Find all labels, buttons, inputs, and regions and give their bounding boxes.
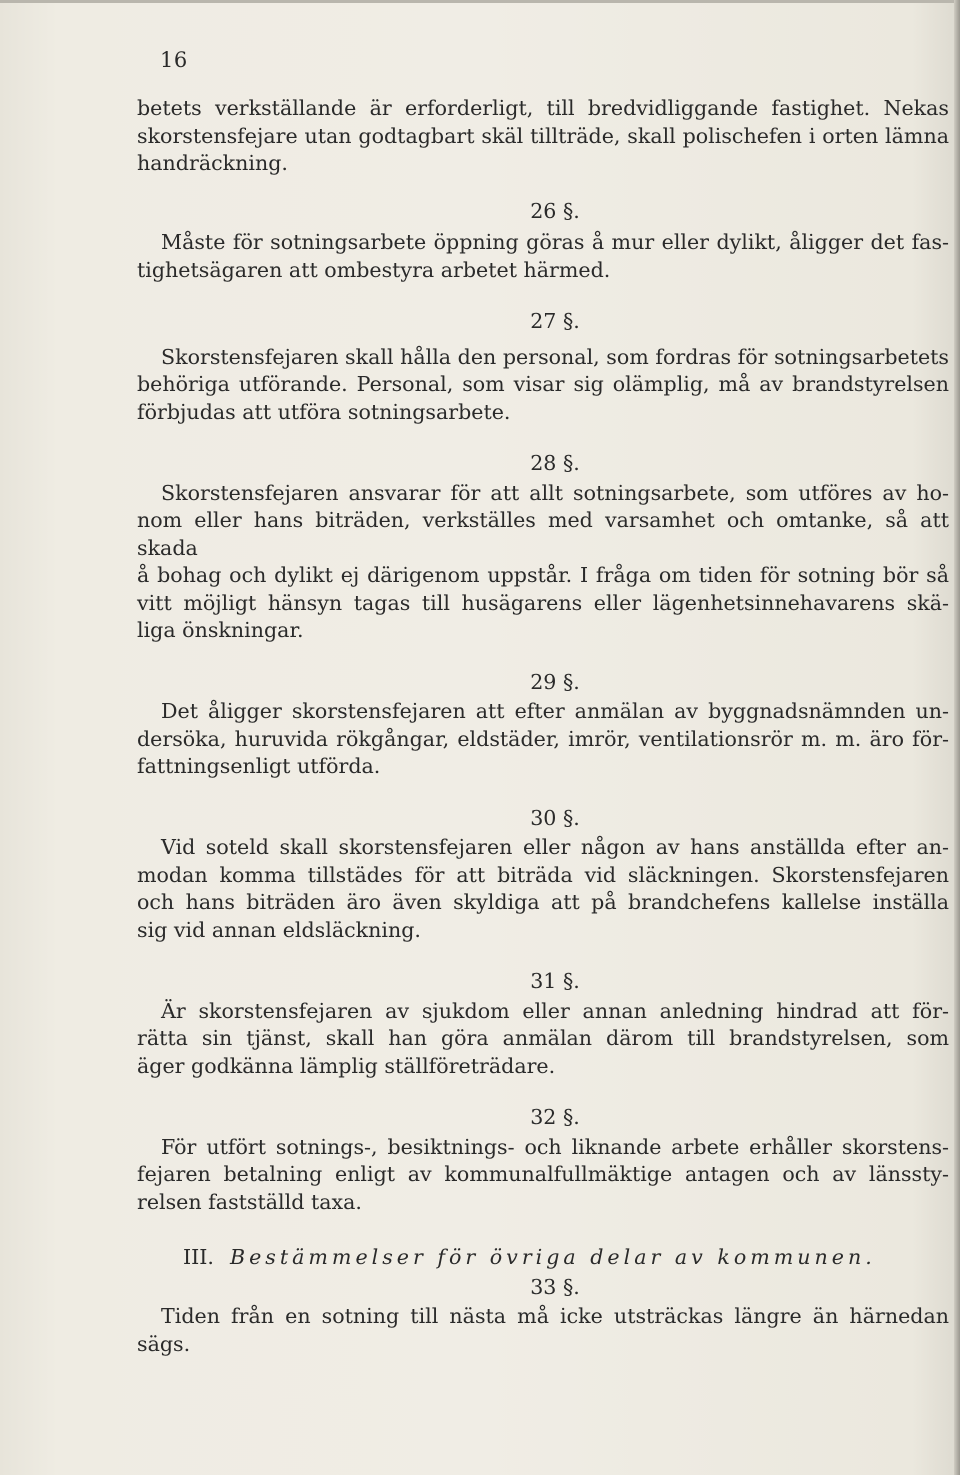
paragraph-line: För utfört sotnings-, besiktnings- och liknande arbete erhåller skorstens- <box>161 1134 949 1159</box>
section-heading-29: 29 §. <box>530 669 580 694</box>
paragraph-line: dersöka, huruvida rökgångar, eldstäder, imrör, ventilationsrör m. m. äro för- <box>137 726 949 751</box>
paragraph-line: rätta sin tjänst, skall han göra anmälan därom till brandstyrelsen, som <box>137 1026 949 1050</box>
paragraph-line: Det åligger skorstensfejaren att efter anmälan av byggnadsnämnden un- <box>161 699 949 723</box>
paragraph-line: å bohag och dylikt ej därigenom uppstår. I fråga om tiden för sotning bör så <box>137 563 949 587</box>
paragraph-line: skorstensfejare utan godtagbart skäl tillträde, skall polischefen i orten lämna <box>137 123 949 148</box>
paragraph-line: relsen fastställd taxa. <box>137 1189 362 1214</box>
paragraph-line: fejaren betalning enligt av kommunalfullmäktige antagen och av länssty- <box>137 1162 949 1186</box>
paragraph-line: handräckning. <box>137 151 288 175</box>
paragraph-line: sägs. <box>137 1331 191 1356</box>
paragraph-line: Måste för sotningsarbete öppning göras å mur eller dylikt, åligger det fas- <box>161 230 949 254</box>
paragraph-line: fattningsenligt utförda. <box>137 754 381 778</box>
section-heading-33: 33 §. <box>530 1274 580 1299</box>
section-heading-30: 30 §. <box>530 805 580 830</box>
section-heading-28: 28 §. <box>530 451 580 475</box>
paragraph-line: sig vid annan eldsläckning. <box>137 917 421 942</box>
paragraph-line: Skorstensfejaren ansvarar för att allt sotningsarbete, som utföres av ho- <box>161 480 949 505</box>
paragraph-line: äger godkänna lämplig ställföreträdare. <box>137 1053 556 1078</box>
paragraph-line: tighetsägaren att ombestyra arbetet härmed. <box>137 257 611 282</box>
paragraph-line: liga önskningar. <box>137 618 304 642</box>
paragraph-line: Vid soteld skall skorstensfejaren eller någon av hans anställda efter an- <box>161 835 949 859</box>
section-heading-32: 32 §. <box>530 1105 580 1129</box>
paragraph-line: modan komma tillstädes för att biträda vid släckningen. Skorstensfejaren <box>137 862 949 887</box>
paragraph-line: betets verkställande är erforderligt, till bredvidliggande fastighet. Nekas <box>137 96 949 120</box>
section-heading-27: 27 §. <box>530 309 580 333</box>
part-numeral: III. <box>183 1245 214 1269</box>
paragraph-line: Skorstensfejaren skall hålla den personal, som fordras för sotningsarbetets <box>161 344 949 369</box>
section-heading-31: 31 §. <box>530 969 580 993</box>
paragraph-line: förbjudas att utföra sotningsarbete. <box>137 399 511 424</box>
paragraph-line: och hans biträden äro även skyldiga att på brandchefens kallelse inställa <box>137 890 949 914</box>
paragraph-line: Är skorstensfejaren av sjukdom eller annan anledning hindrad att för- <box>161 998 949 1023</box>
paragraph-line: vitt möjligt hänsyn tagas till husägarens eller lägenhetsinnehavarens skä- <box>137 590 949 615</box>
page-number: 16 <box>160 48 188 72</box>
paragraph-line: nom eller hans biträden, verkställes med varsamhet och omtanke, så att skada <box>137 508 949 560</box>
paragraph-line: Tiden från en sotning till nästa må icke utsträckas längre än härnedan <box>161 1304 949 1328</box>
section-heading-26: 26 §. <box>530 198 580 223</box>
body-text <box>137 95 949 1358</box>
part-title: Bestämmelser för övriga delar av kommunen. <box>229 1245 876 1269</box>
page-top-edge <box>0 0 960 3</box>
part-heading <box>183 1244 949 1272</box>
page-binding-edge <box>954 0 960 1475</box>
paragraph-line: behöriga utförande. Personal, som visar sig olämplig, må av brandstyrelsen <box>137 372 949 396</box>
